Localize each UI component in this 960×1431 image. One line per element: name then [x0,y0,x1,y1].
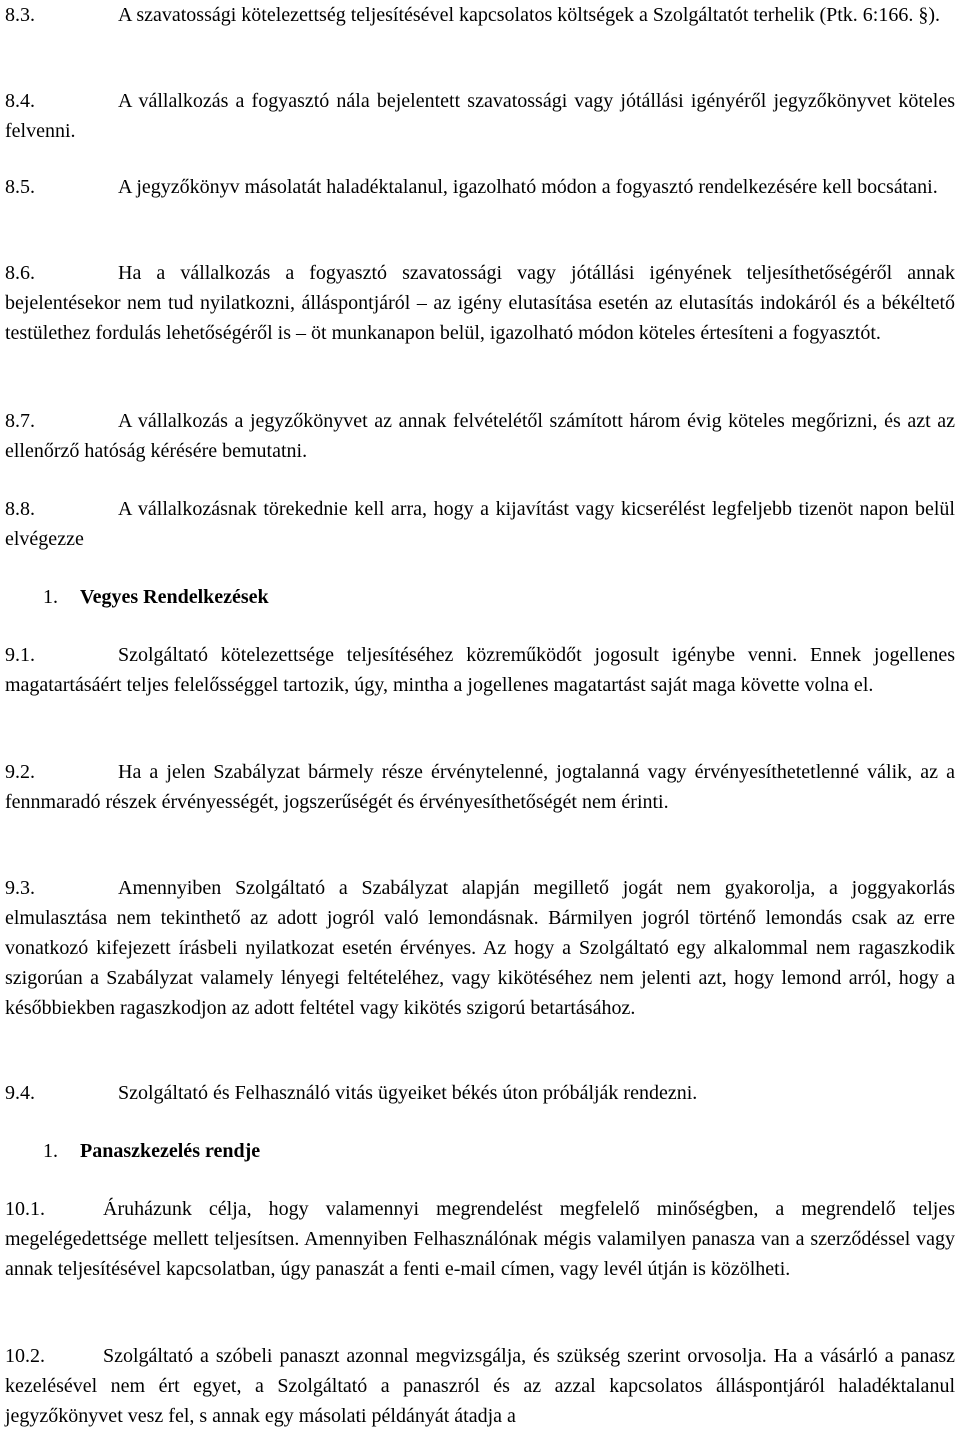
paragraph-number: 8.6. [5,262,35,284]
paragraph-text: A jegyzőkönyv másolatát haladéktalanul, igazolható módon a fogyasztó rendelkezésére kell bocsátani. [118,176,938,198]
paragraph-9-1 [5,640,955,700]
paragraph-8-7 [5,406,955,466]
paragraph-number: 8.8. [5,498,35,520]
paragraph-number: 10.2. [5,1345,45,1367]
paragraph-number: 8.5. [5,176,35,198]
paragraph-text: Ha a vállalkozás a fogyasztó szavatossági vagy jótállási igényének teljesíthetőségéről annak bejelentésekor nem tud nyilatkozni, álláspontjáról – az igény elutasítása esetén az elutasítás indokáról és a békéltető testülethez fordulás lehetőségéről is – öt munkanapon belül, igazolható módon köteles értesíteni a fogyasztót. [5,262,955,344]
paragraph-10-2 [5,1341,955,1431]
paragraph-number: 8.3. [5,4,35,26]
heading-number: 1. [43,1140,58,1162]
paragraph-9-4 [5,1078,955,1108]
paragraph-text: A vállalkozás a fogyasztó nála bejelentett szavatossági vagy jótállási igényéről jegyzőkönyvet köteles felvenni. [5,90,955,142]
heading-text: Panaszkezelés rendje [80,1140,261,1162]
paragraph-text: A vállalkozásnak törekednie kell arra, hogy a kijavítást vagy kicserélést legfeljebb tizenöt napon belül elvégezze [5,498,955,550]
section-heading-vegyes-rendelkezesek [43,582,269,612]
section-heading-panaszkezeles-rendje [43,1136,260,1166]
paragraph-text: Szolgáltató a szóbeli panaszt azonnal megvizsgálja, és szükség szerint orvosolja. Ha a vásárló a panasz kezelésével nem ért egyet, a Szolgáltató a panaszról és az azzal kapcsolatos álláspontjáról haladéktalanul jegyzőkönyvet vesz fel, s annak egy másolati példányát átadja a [5,1345,955,1427]
paragraph-number: 8.4. [5,90,35,112]
paragraph-8-6 [5,258,955,348]
paragraph-text: A szavatossági kötelezettség teljesítésével kapcsolatos költségek a Szolgáltatót terhelik (Ptk. 6:166. §). [118,4,941,26]
paragraph-8-8 [5,494,955,554]
paragraph-10-1 [5,1194,955,1284]
paragraph-number: 8.7. [5,410,35,432]
paragraph-number: 9.3. [5,877,35,899]
paragraph-9-3 [5,873,955,1023]
heading-text: Vegyes Rendelkezések [80,586,269,608]
paragraph-number: 9.4. [5,1082,35,1104]
paragraph-text: Amennyiben Szolgáltató a Szabályzat alapján megillető jogát nem gyakorolja, a joggyakorlás elmulasztása nem tekinthető az adott jogról való lemondásnak. Bármilyen jogról történő lemondás csak az erre vonatkozó kifejezett írásbeli nyilatkozat esetén érvényes. Az hogy a Szolgáltató egy alkalommal nem ragaszkodik szigorúan a Szabályzat valamely lényegi feltételéhez, vagy kikötéséhez nem jelenti azt, hogy lemond arról, hogy a későbbiekben ragaszkodjon az adott feltétel vagy kikötés szigorú betartásához. [5,877,955,1019]
paragraph-text: Ha a jelen Szabályzat bármely része érvénytelenné, jogtalanná vagy érvényesíthetetlenné válik, az a fennmaradó részek érvényességét, jogszerűségét és érvényesíthetőségét nem érinti. [5,761,955,813]
paragraph-text: A vállalkozás a jegyzőkönyvet az annak felvételétől számított három évig köteles megőrizni, és azt az ellenőrző hatóság kérésére bemutatni. [5,410,955,462]
paragraph-number: 9.1. [5,644,35,666]
paragraph-text: Szolgáltató és Felhasználó vitás ügyeiket békés úton próbálják rendezni. [118,1082,698,1104]
heading-number: 1. [43,586,58,608]
paragraph-8-3 [5,0,955,30]
paragraph-8-4 [5,86,955,146]
paragraph-number: 10.1. [5,1198,45,1220]
paragraph-9-2 [5,757,955,817]
paragraph-number: 9.2. [5,761,35,783]
paragraph-8-5 [5,172,955,202]
paragraph-text: Szolgáltató kötelezettsége teljesítéséhez közreműködőt jogosult igénybe venni. Ennek jogellenes magatartásáért teljes felelősséggel tartozik, úgy, mintha a jogellenes magatartást saját maga követte volna el. [5,644,955,696]
paragraph-text: Áruházunk célja, hogy valamennyi megrendelést megfelelő minőségben, a megrendelő teljes megelégedettsége mellett teljesítsen. Amennyiben Felhasználónak mégis valamilyen panasza van a szerződéssel vagy annak teljesítésével kapcsolatban, úgy panaszát a fenti e-mail címen, vagy levél útján is közölheti. [5,1198,955,1280]
